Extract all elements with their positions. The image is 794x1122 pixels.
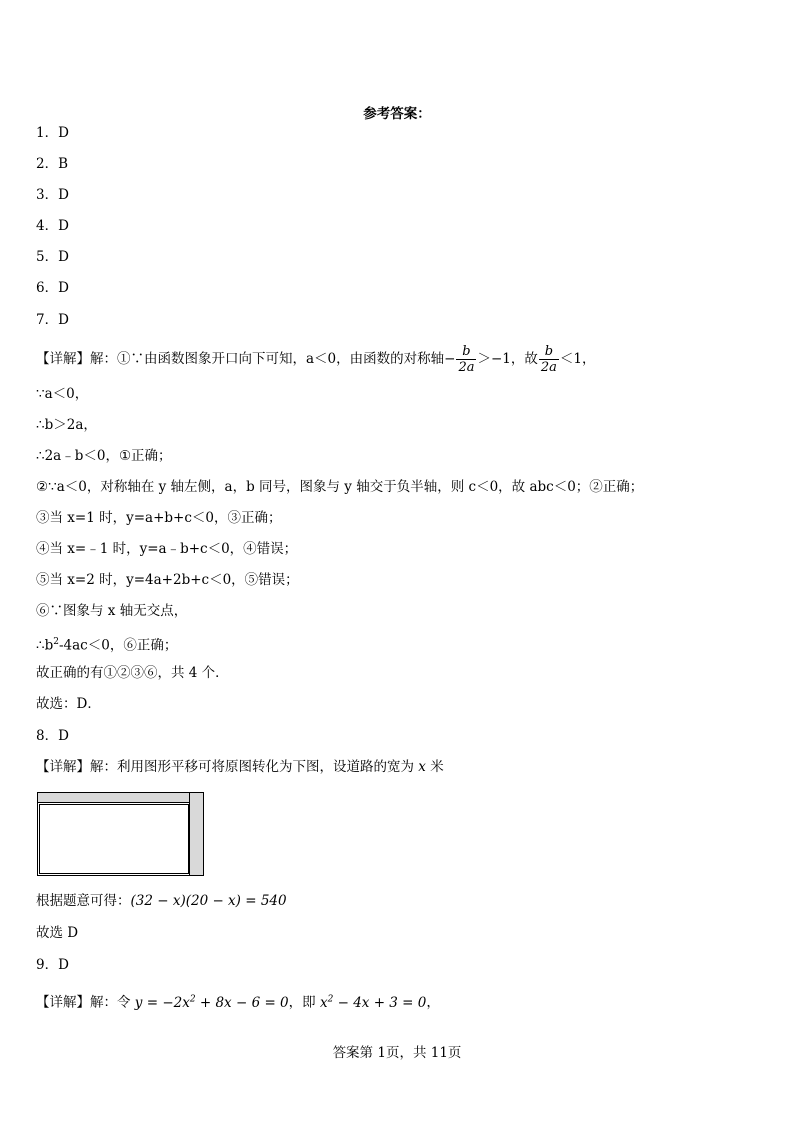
q7-choice: 故选：D．: [36, 696, 101, 712]
q7-conclusion: 故正确的有①②③⑥，共 4 个．: [36, 665, 229, 681]
q7-step: ∴b＞2a，: [36, 417, 97, 433]
q8-equation-line: [36, 892, 287, 910]
superscript: 2: [327, 994, 334, 1004]
answer-1: 1．D: [36, 125, 69, 141]
page-footer: 答案第 1页，共 11页: [332, 1045, 462, 1061]
fraction-numerator: b: [456, 344, 476, 360]
answer-7: 7．D: [36, 312, 69, 328]
fraction-b-over-2a-second: [539, 344, 559, 375]
fraction-numerator: b: [539, 344, 559, 360]
discriminant-text: ∴b: [36, 637, 54, 654]
answer-6: 6．D: [36, 280, 69, 296]
q7-detail-text-a: 【详解】解：①∵由函数图象开口向下可知，a＜0，由函数的对称轴: [36, 351, 445, 367]
q8-detail-line: [36, 758, 444, 776]
q8-detail-text: 【详解】解：利用图形平移可将原图转化为下图，设道路的宽为: [36, 759, 414, 775]
answer-5: 5．D: [36, 249, 69, 265]
q9-detail-text: ，: [426, 994, 440, 1011]
q7-detail-text-c: ＜1，: [559, 351, 596, 367]
vertical-road: [189, 793, 203, 875]
equation-part: − 4x + 3 = 0: [333, 994, 427, 1011]
q7-step: ∵a＜0，: [36, 386, 89, 402]
equation-part: + 8x − 6 = 0: [195, 994, 289, 1011]
q9-detail-text: 【详解】解：令: [36, 994, 135, 1011]
fraction-denominator: 2a: [540, 360, 557, 375]
equation-part: y = −2x: [134, 994, 190, 1011]
fraction-denominator: 2a: [458, 360, 475, 375]
q9-detail-line: [36, 990, 440, 1012]
fraction-b-over-2a: [456, 344, 476, 375]
discriminant-text: -4ac＜0，⑥正确；: [58, 637, 178, 654]
variable-x: x: [414, 759, 431, 775]
equation: (32 − x)(20 − x) = 540: [130, 893, 287, 909]
q7-neg-sign: −: [444, 351, 456, 367]
q9-detail-text: ，即: [288, 994, 320, 1011]
q7-detail-line: [36, 342, 596, 376]
equation-1: [135, 995, 289, 1011]
remaining-field: [39, 804, 189, 874]
answer-9: 9．D: [36, 957, 69, 973]
q7-step: ⑤当 x=2 时，y=4a+2b+c＜0，⑤错误；: [36, 572, 299, 588]
answer-3: 3．D: [36, 187, 69, 203]
equation-2: [320, 995, 426, 1011]
horizontal-road: [38, 793, 190, 803]
superscript: 2: [189, 994, 196, 1004]
q8-choice: 故选 D: [36, 925, 79, 941]
answer-8: 8．D: [36, 728, 69, 744]
road-translation-figure: [37, 792, 204, 876]
equation-label: 根据题意可得：: [36, 893, 131, 909]
q7-detail-text-b: ＞−1，故: [477, 351, 538, 367]
answer-4: 4．D: [36, 218, 69, 234]
q7-step: ②∵a＜0，对称轴在 y 轴左侧，a，b 同号，图象与 y 轴交于负半轴，则 c＜0，故 abc＜0；②正确；: [36, 479, 644, 495]
q7-discriminant-line: [36, 633, 177, 655]
q7-step: ∴2a﹣b＜0，①正确；: [36, 448, 172, 464]
q8-detail-unit: 米: [430, 759, 444, 775]
equation-part: x: [319, 994, 328, 1011]
answer-2: 2．B: [36, 156, 69, 172]
q7-step: ④当 x=﹣1 时，y=a﹣b+c＜0，④错误；: [36, 541, 298, 557]
page-title: 参考答案：: [363, 106, 431, 122]
superscript: 2: [53, 637, 59, 647]
q7-step: ③当 x=1 时，y=a+b+c＜0，③正确；: [36, 510, 282, 526]
q7-step: ⑥∵图象与 x 轴无交点，: [36, 603, 188, 619]
